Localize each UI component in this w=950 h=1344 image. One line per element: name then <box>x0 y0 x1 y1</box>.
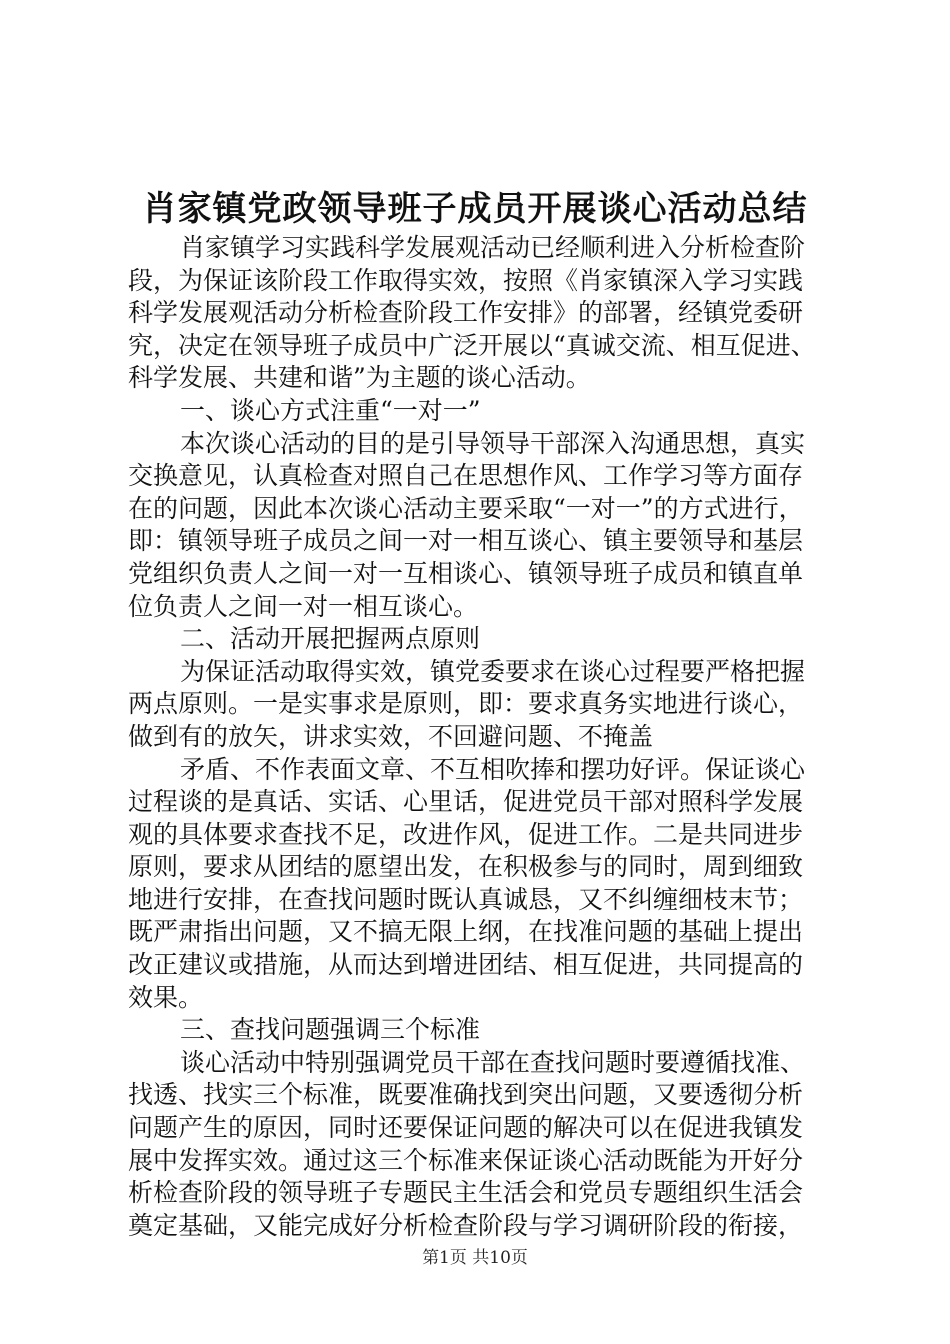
body-line: 地进行安排，在查找问题时既认真诚恳，又不纠缠细枝末节； <box>128 884 804 914</box>
body-line: 问题产生的原因，同时还要保证问题的解决可以在促进我镇发 <box>128 1113 804 1143</box>
body-line: 三、查找问题强调三个标准 <box>180 1015 481 1045</box>
body-line: 段，为保证该阶段工作取得实效，按照《肖家镇深入学习实践 <box>128 265 804 295</box>
body-line: 交换意见，认真检查对照自己在思想作风、工作学习等方面存 <box>128 461 804 491</box>
document-title: 肖家镇党政领导班子成员开展谈心活动总结 <box>142 189 808 229</box>
body-line: 改正建议或措施，从而达到增进团结、相互促进，共同提高的 <box>128 950 804 980</box>
body-line: 本次谈心活动的目的是引导领导干部深入沟通思想，真实 <box>180 428 806 458</box>
document-body <box>128 232 848 1242</box>
page-footer: 第1页 共10页 <box>422 1248 528 1268</box>
body-line: 一、谈心方式注重“一对一” <box>180 395 481 425</box>
body-line: 过程谈的是真话、实话、心里话，促进党员干部对照科学发展 <box>128 787 804 817</box>
body-line: 原则，要求从团结的愿望出发，在积极参与的同时，周到细致 <box>128 852 804 882</box>
body-line: 党组织负责人之间一对一互相谈心、镇领导班子成员和镇直单 <box>128 558 804 588</box>
body-line: 效果。 <box>128 982 204 1012</box>
body-line: 奠定基础，又能完成好分析检查阶段与学习调研阶段的衔接， <box>128 1210 804 1240</box>
body-line: 展中发挥实效。通过这三个标准来保证谈心活动既能为开好分 <box>128 1145 804 1175</box>
body-line: 在的问题，因此本次谈心活动主要采取“一对一”的方式进行， <box>128 493 804 523</box>
body-line: 两点原则。一是实事求是原则，即：要求真务实地进行谈心， <box>128 689 804 719</box>
body-line: 即：镇领导班子成员之间一对一相互谈心、镇主要领导和基层 <box>128 526 804 556</box>
body-line: 科学发展、共建和谐”为主题的谈心活动。 <box>128 363 591 393</box>
body-line: 找透、找实三个标准，既要准确找到突出问题，又要透彻分析 <box>128 1080 804 1110</box>
body-line: 析检查阶段的领导班子专题民主生活会和党员专题组织生活会 <box>128 1178 804 1208</box>
body-line: 位负责人之间一对一相互谈心。 <box>128 591 479 621</box>
body-line: 矛盾、不作表面文章、不互相吹捧和摆功好评。保证谈心 <box>180 754 806 784</box>
body-line: 观的具体要求查找不足，改进作风，促进工作。二是共同进步 <box>128 819 804 849</box>
body-line: 肖家镇学习实践科学发展观活动已经顺利进入分析检查阶 <box>180 233 806 262</box>
body-line: 既严肃指出问题，又不搞无限上纲，在找准问题的基础上提出 <box>128 917 804 947</box>
body-line: 做到有的放矢，讲求实效，不回避问题、不掩盖 <box>128 721 654 751</box>
body-line: 究，决定在领导班子成员中广泛开展以“真诚交流、相互促进、 <box>128 330 816 360</box>
body-line: 为保证活动取得实效，镇党委要求在谈心过程要严格把握 <box>180 656 806 686</box>
body-line: 二、活动开展把握两点原则 <box>180 624 481 654</box>
body-line: 谈心活动中特别强调党员干部在查找问题时要遵循找准、 <box>180 1047 806 1077</box>
body-line: 科学发展观活动分析检查阶段工作安排》的部署，经镇党委研 <box>128 298 804 328</box>
